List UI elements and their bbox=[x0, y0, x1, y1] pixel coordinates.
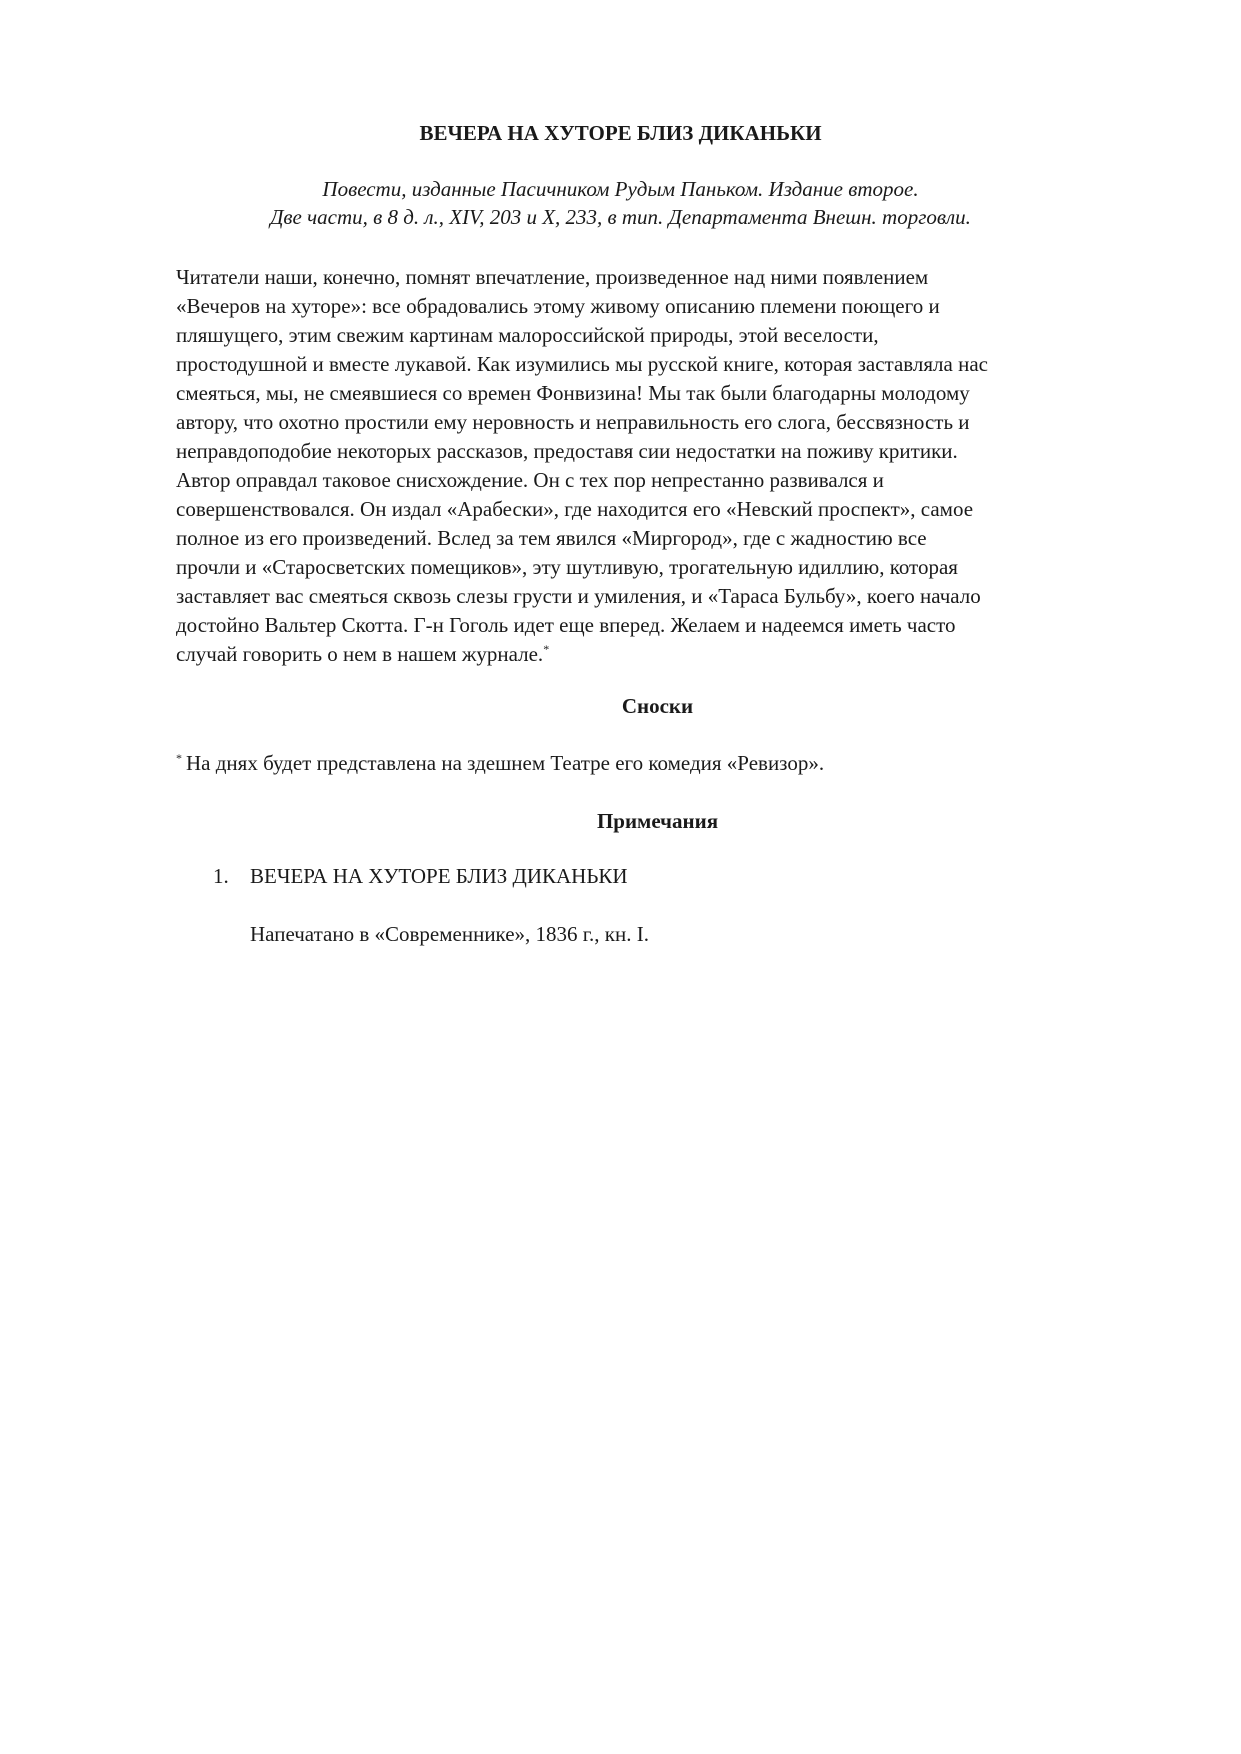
footnotes-heading: Сноски bbox=[621, 694, 694, 718]
subtitle-line: Повести, изданные Пасичником Рудым Паньком. Издание второе. bbox=[322, 177, 919, 201]
footnote-reference[interactable]: * bbox=[543, 642, 550, 656]
body-line: Автор оправдал таковое снисхождение. Он с тех пор непрестанно развивался и bbox=[176, 468, 884, 492]
body-line: смеяться, мы, не смеявшиеся со времен Фонвизина! Мы так были благодарны молодому bbox=[176, 381, 970, 405]
body-paragraph bbox=[176, 263, 1186, 669]
subtitle-line: Две части, в 8 д. л., XIV, 203 и X, 233, в тип. Департамента Внешн. торговли. bbox=[270, 205, 971, 229]
notes-heading: Примечания bbox=[596, 809, 719, 833]
document-subtitle bbox=[0, 175, 1241, 231]
body-line: заставляет вас смеяться сквозь слезы грусти и умиления, и «Тараса Бульбу», коего начало bbox=[176, 584, 981, 608]
body-line: пляшущего, этим свежим картинам малороссийской природы, этой веселости, bbox=[176, 323, 879, 347]
body-line: простодушной и вместе лукавой. Как изумились мы русской книге, которая заставляла нас bbox=[176, 352, 988, 376]
notes-item-title: ВЕЧЕРА НА ХУТОРЕ БЛИЗ ДИКАНЬКИ bbox=[250, 864, 628, 888]
footnote bbox=[176, 749, 824, 777]
body-line: полное из его произведений. Вслед за тем явился «Миргород», где с жадностию все bbox=[176, 526, 927, 550]
body-line: совершенствовался. Он издал «Арабески», где находится его «Невский проспект», самое bbox=[176, 497, 974, 521]
body-line: неправдоподобие некоторых рассказов, предоставя сии недостатки на поживу критики. bbox=[176, 439, 958, 463]
body-line: автору, что охотно простили ему неровность и неправильность его слога, бессвязность и bbox=[176, 410, 970, 434]
notes-item-number: 1. bbox=[213, 864, 229, 888]
body-line-text: случай говорить о нем в нашем журнале. bbox=[176, 642, 544, 666]
document-title: ВЕЧЕРА НА ХУТОРЕ БЛИЗ ДИКАНЬКИ bbox=[419, 121, 822, 145]
body-line: «Вечеров на хуторе»: все обрадовались этому живому описанию племени поющего и bbox=[176, 294, 940, 318]
body-line: Читатели наши, конечно, помнят впечатление, произведенное над ними появлением bbox=[176, 265, 929, 289]
notes-item-detail: Напечатано в «Современнике», 1836 г., кн. I. bbox=[250, 922, 649, 946]
body-line: прочли и «Старосветских помещиков», эту шутливую, трогательную идиллию, которая bbox=[176, 555, 958, 579]
body-line-last bbox=[176, 640, 1186, 669]
body-line: достойно Вальтер Скотта. Г-н Гоголь идет еще вперед. Желаем и надеемся иметь часто bbox=[176, 613, 956, 637]
footnote-text: На днях будет представлена на здешнем Театре его комедия «Ревизор». bbox=[186, 751, 825, 775]
footnote-marker: * bbox=[176, 751, 182, 765]
notes-list-item bbox=[213, 862, 628, 890]
